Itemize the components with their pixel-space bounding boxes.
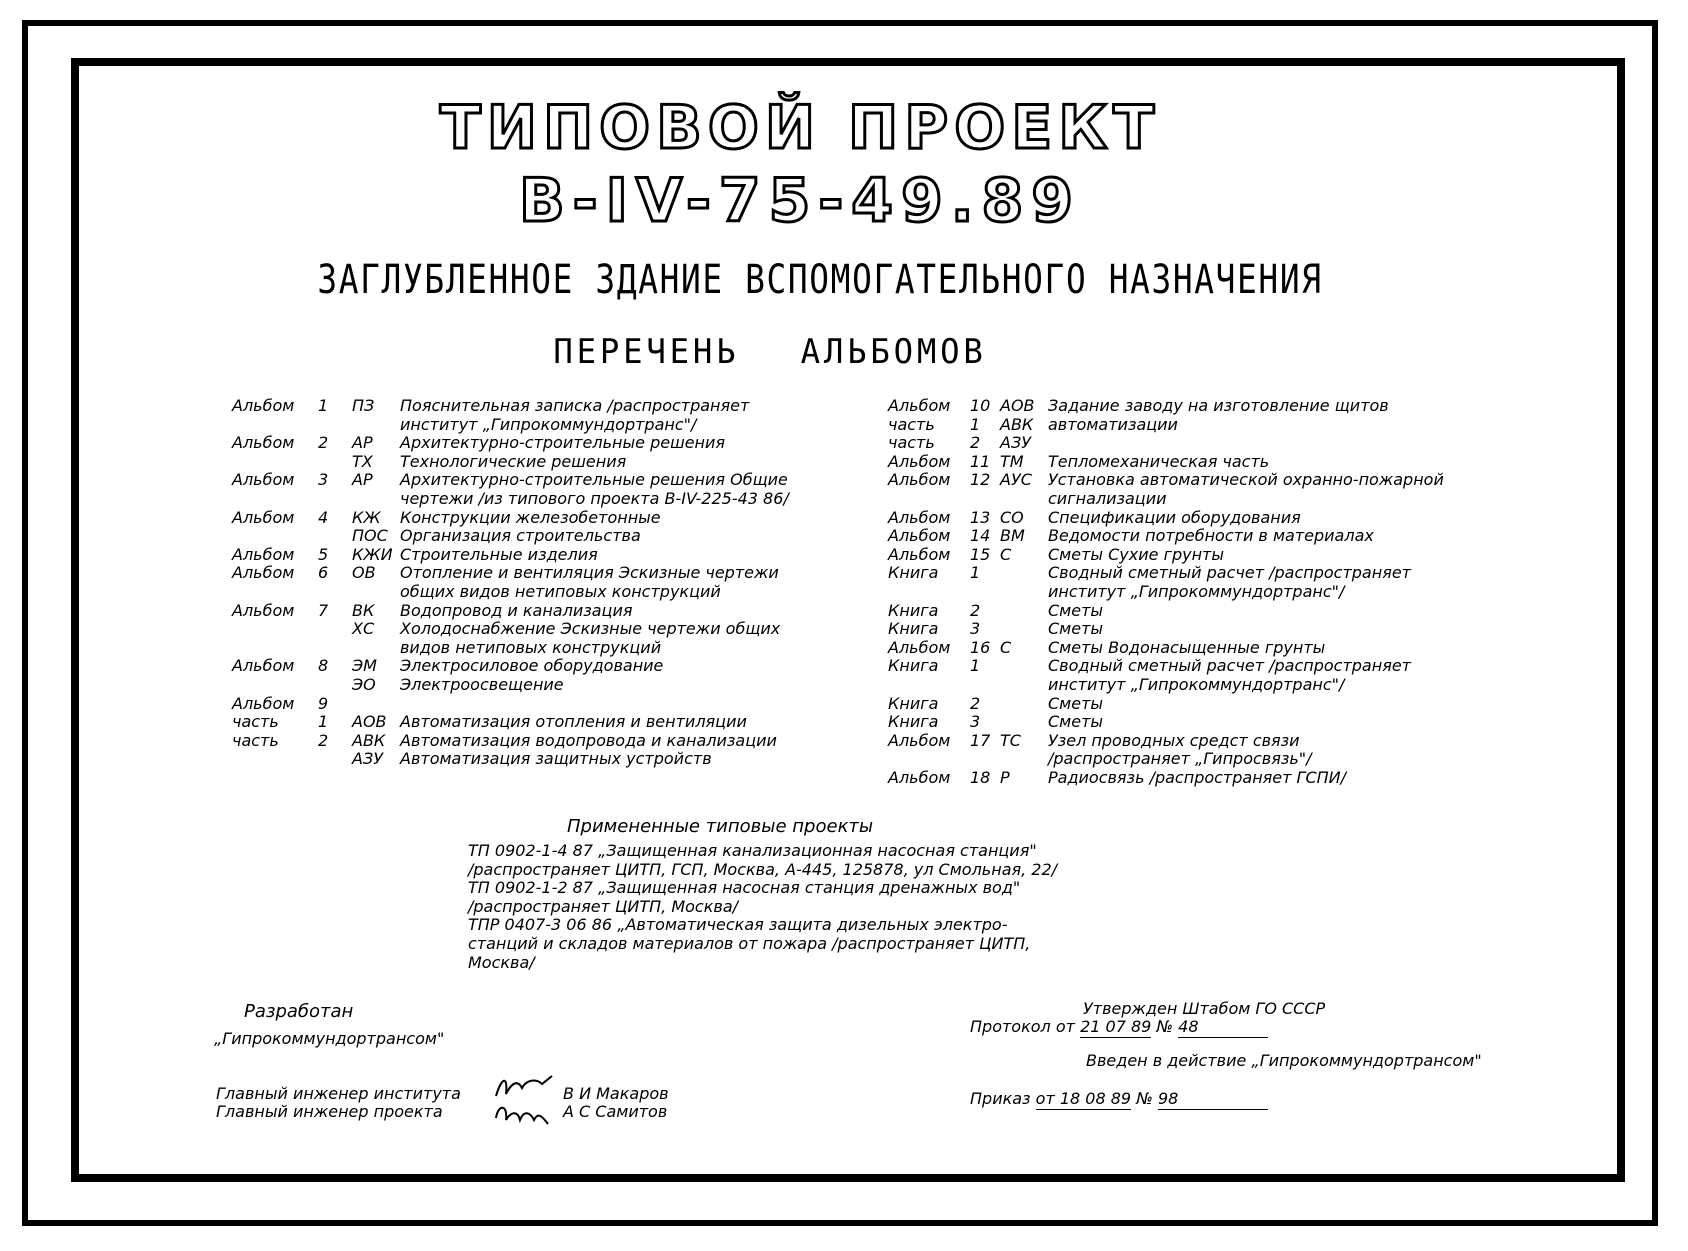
album-code: ПЗ [352,396,375,415]
list-item [888,509,1488,528]
album-number: 3 [970,619,981,639]
album-label: Альбом [888,526,951,546]
applied-project-line: ТП 0902-1-4 87 „Защищенная канализационная насосная станция" [468,841,1037,860]
album-number: 1 [318,396,329,415]
album-number: 3 [318,470,329,490]
album-title: Сметы [1048,619,1104,639]
order-date: от 18 08 89 [1035,1089,1132,1108]
list-item [232,695,852,714]
album-code: ТС [1000,730,1021,750]
list-item [232,397,852,416]
album-number: 17 [970,730,991,750]
applied-project-line: /распространяет ЦИТП, Москва/ [468,896,739,916]
album-title: Радиосвязь /распространяет ГСПИ/ [1048,767,1347,787]
album-number: 15 [970,544,991,564]
list-item [888,546,1488,565]
album-label: Альбом [888,507,951,527]
name-samitov: А С Самитов [563,1102,668,1121]
list-item [888,695,1488,714]
album-label: часть [232,730,279,750]
album-number: 3 [970,712,981,732]
list-item [232,416,852,435]
album-title: Сметы [1048,600,1104,620]
list-item [232,750,852,769]
album-number: 2 [970,600,981,620]
album-label: Книга [888,656,939,676]
list-item [232,602,852,621]
album-label: Альбом [232,693,295,713]
album-code: ВК [352,600,375,620]
approved-by: Утвержден Штабом ГО СССР [1083,999,1326,1018]
order-no-label: № [1136,1089,1153,1108]
role-chief-engineer-institute: Главный инженер института [216,1084,461,1103]
album-number: 6 [318,563,329,583]
album-code: Р [1000,767,1010,787]
album-number: 10 [970,396,991,415]
album-label: Альбом [232,470,295,490]
album-label: часть [888,414,935,434]
list-item [888,750,1488,769]
list-item [888,769,1488,788]
album-title: Архитектурно-строительные решения Общие [400,470,788,490]
album-title: общих видов нетиповых конструкций [400,581,721,601]
applied-title: Примененные типовые проекты [567,816,874,837]
album-title: Организация строительства [400,526,641,546]
protocol-no-label: № [1156,1017,1174,1036]
list-item [888,713,1488,732]
list-title-wrap [470,333,1070,377]
list-item [888,453,1488,472]
album-number: 14 [970,526,991,546]
applied-project-line: ТП 0902-1-2 87 „Защищенная насосная станция дренажных вод" [468,878,1021,898]
album-code: ТХ [352,451,373,471]
album-title: /распространяет „Гипросвязь"/ [1048,749,1312,769]
album-number: 9 [318,693,329,713]
album-label: Альбом [232,433,295,453]
list-item [888,471,1488,490]
list-item [232,657,852,676]
album-code: С [1000,637,1012,657]
album-number: 1 [970,414,981,434]
album-label: Альбом [888,451,951,471]
album-number: 7 [318,600,329,620]
album-label: Альбом [888,470,951,490]
list-item [232,509,852,528]
album-label: часть [232,712,279,732]
album-label: Альбом [232,600,295,620]
protocol-label: Протокол от [970,1017,1075,1036]
album-title: Тепломеханическая часть [1048,451,1270,471]
album-title: Автоматизация защитных устройств [400,749,712,769]
album-label: Альбом [888,637,951,657]
list-item [232,620,852,639]
order-label: Приказ [970,1089,1031,1108]
album-title: Сметы Водонасыщенные грунты [1048,637,1326,657]
list-item [232,583,852,602]
album-label: Альбом [232,656,295,676]
album-title: Сметы [1048,693,1104,713]
applied-project-line: /распространяет ЦИТП, ГСП, Москва, А-445, 125878, ул Смольная, 22/ [468,859,1058,879]
album-title: Технологические решения [400,451,627,471]
album-title: Автоматизация водопровода и канализации [400,730,777,750]
album-code: ОВ [352,563,376,583]
album-code: АР [352,470,373,490]
album-label: Книга [888,693,939,713]
album-label: Книга [888,600,939,620]
album-code: АВК [1000,414,1034,434]
album-code: С [1000,544,1012,564]
album-title: Водопровод и канализация [400,600,633,620]
list-item [232,527,852,546]
album-title: Электроосвещение [400,674,564,694]
list-item [888,657,1488,676]
list-item [232,471,852,490]
order-line [970,1090,1268,1110]
album-number: 2 [970,693,981,713]
album-code: ПОС [352,526,388,546]
album-label: Альбом [888,767,951,787]
list-item [232,490,852,509]
signature-2 [490,1098,554,1128]
album-title: Задание заводу на изготовление щитов [1048,396,1389,415]
title-line-1: ТИПОВОЙ ПРОЕКТ [439,93,1161,163]
album-title: Сметы [1048,712,1104,732]
album-title: Конструкции железобетонные [400,507,661,527]
album-number: 4 [318,507,329,527]
applied-projects [468,842,1108,972]
list-item [888,397,1488,416]
album-code: СО [1000,507,1024,527]
list-item [888,583,1488,602]
album-label: Книга [888,712,939,732]
album-code: ЭМ [352,656,377,676]
list-item [888,602,1488,621]
album-code: КЖ [352,507,381,527]
title-line-2: В-IV-75-49.89 [518,166,1082,236]
list-item [232,546,852,565]
role-chief-engineer-project: Главный инженер проекта [216,1102,443,1121]
list-item [888,732,1488,751]
album-code: ХС [352,619,375,639]
album-label: Альбом [232,396,295,415]
album-code: КЖИ [352,544,393,564]
album-title: институт „Гипрокоммундортранс"/ [400,414,697,434]
album-label: Книга [888,619,939,639]
album-number: 1 [970,563,981,583]
album-number: 2 [970,433,981,453]
album-label: Альбом [232,544,295,564]
album-number: 2 [318,730,329,750]
protocol-line [970,1018,1268,1038]
album-label: Альбом [888,730,951,750]
album-code: АОВ [352,712,387,732]
album-number: 18 [970,767,991,787]
album-number: 12 [970,470,991,490]
album-number: 11 [970,451,991,471]
list-item [232,639,852,658]
album-title: Холодоснабжение Эскизные чертежи общих [400,619,781,639]
order-no: 98 [1158,1090,1268,1110]
album-number: 16 [970,637,991,657]
album-label: Альбом [232,563,295,583]
list-item [232,676,852,695]
album-number: 1 [970,656,981,676]
album-list-right [888,397,1488,787]
list-item [232,713,852,732]
album-title: Архитектурно-строительные решения [400,433,726,453]
list-item [888,527,1488,546]
album-label: Альбом [232,507,295,527]
album-number: 13 [970,507,991,527]
applied-project-line: Москва/ [468,952,535,972]
list-item [888,639,1488,658]
album-title: институт „Гипрокоммундортранс"/ [1048,674,1345,694]
album-code: ВМ [1000,526,1025,546]
album-list-left [232,397,852,769]
album-number: 2 [318,433,329,453]
list-item [888,676,1488,695]
subtitle: ЗАГЛУБЛЕННОЕ ЗДАНИЕ ВСПОМОГАТЕЛЬНОГО НАЗНАЧЕНИЯ [317,258,1323,303]
album-title: автоматизации [1048,414,1178,434]
album-label: часть [888,433,935,453]
album-number: 5 [318,544,329,564]
applied-project-line: станций и складов материалов от пожара /распространяет ЦИТП, [468,933,1031,953]
list-item [888,620,1488,639]
album-code: АОВ [1000,396,1035,415]
album-number: 8 [318,656,329,676]
album-title: Автоматизация отопления и вентиляции [400,712,747,732]
album-title: Сводный сметный расчет /распространяет [1048,563,1411,583]
album-title: Отопление и вентиляция Эскизные чертежи [400,563,779,583]
list-item [232,453,852,472]
list-item [232,732,852,751]
list-item [888,490,1488,509]
album-title: Строительные изделия [400,544,598,564]
album-code: ЭО [352,674,376,694]
protocol-no: 48 [1178,1018,1268,1038]
album-title: Узел проводных средст связи [1048,730,1300,750]
album-title: Сводный сметный расчет /распространяет [1048,656,1411,676]
protocol-date: 21 07 89 [1080,1017,1152,1036]
album-title: Ведомости потребности в материалах [1048,526,1374,546]
developer-org: „Гипрокоммундортрансом" [214,1029,445,1048]
list-item [888,564,1488,583]
album-code: АЗУ [1000,433,1031,453]
album-title: Сметы Сухие грунты [1048,544,1225,564]
album-title: Установка автоматической охранно-пожарной [1048,470,1444,490]
name-makarov: В И Макаров [563,1084,669,1103]
introduced-by: Введен в действие „Гипрокоммундортрансом" [1086,1051,1482,1070]
album-title: Пояснительная записка /распространяет [400,396,750,415]
album-title: сигнализации [1048,488,1167,508]
album-title: Электросиловое оборудование [400,656,664,676]
list-item [888,416,1488,435]
subtitle-wrap [200,258,1440,308]
album-title: институт „Гипрокоммундортранс"/ [1048,581,1345,601]
list-item [232,434,852,453]
album-code: АУС [1000,470,1032,490]
album-label: Альбом [888,544,951,564]
album-title: видов нетиповых конструкций [400,637,662,657]
list-item [232,564,852,583]
album-label: Альбом [888,396,951,415]
applied-project-line: ТПР 0407-3 06 86 „Автоматическая защита дизельных электро- [468,915,1008,935]
album-code: АР [352,433,373,453]
album-code: АВК [352,730,386,750]
album-title: Спецификации оборудования [1048,507,1301,527]
album-code: АЗУ [352,749,383,769]
album-label: Книга [888,563,939,583]
developer-label: Разработан [244,1001,354,1022]
list-item [888,434,1488,453]
list-title: ПЕРЕЧЕНЬ АЛЬБОМОВ [553,332,987,372]
album-title: чертежи /из типового проекта В-IV-225-43 86/ [400,488,789,508]
album-number: 1 [318,712,329,732]
album-code: ТМ [1000,451,1024,471]
